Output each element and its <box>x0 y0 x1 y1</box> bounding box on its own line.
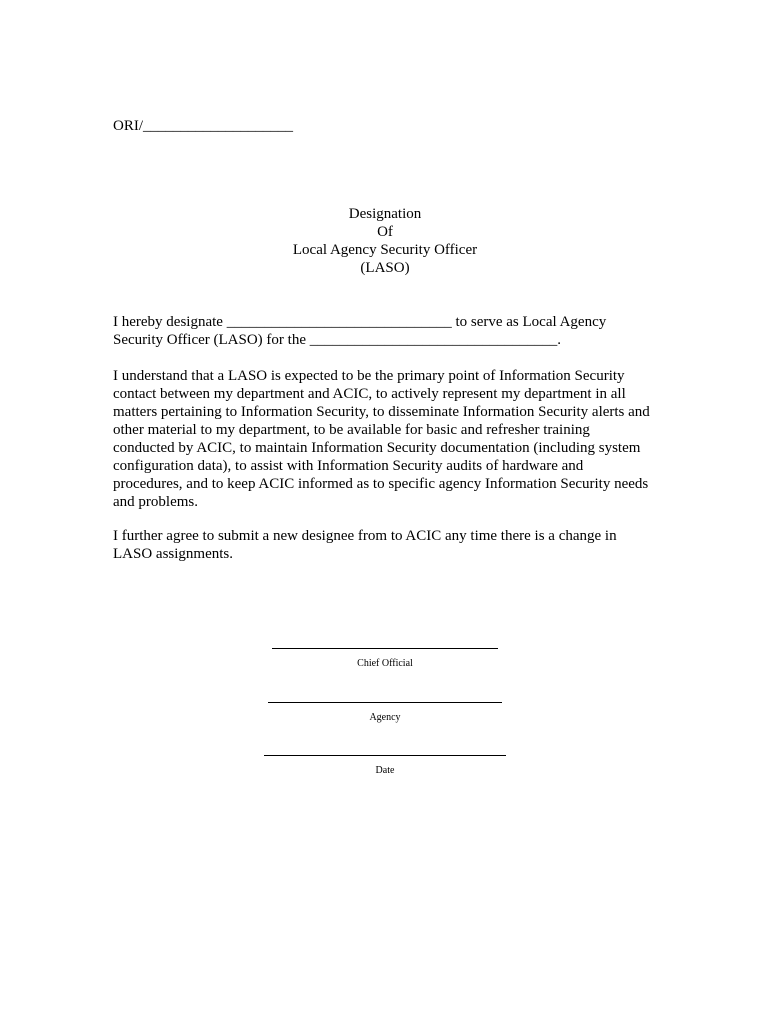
title-line-officer: Local Agency Security Officer <box>292 242 478 258</box>
paragraph-line: other material to my department, to be available for basic and refresher training <box>113 422 590 438</box>
title-line-designation: Designation <box>348 206 422 222</box>
signature-line <box>264 755 506 756</box>
paragraph-line: I hereby designate ______________________________ to serve as Local Agency <box>113 314 607 330</box>
agreement-paragraph <box>113 527 658 563</box>
designation-paragraph <box>113 313 658 349</box>
paragraph-line: LASO assignments. <box>113 546 233 562</box>
paragraph-line: contact between my department and ACIC, to actively represent my department in all <box>113 386 626 402</box>
paragraph-line: conducted by ACIC, to maintain Information Security documentation (including system <box>113 440 641 456</box>
signature-line <box>272 648 498 649</box>
responsibilities-paragraph <box>113 367 658 511</box>
title-line-of: Of <box>377 224 393 240</box>
paragraph-line: and problems. <box>113 494 198 510</box>
paragraph-line: matters pertaining to Information Security, to disseminate Information Security alerts and <box>113 404 650 420</box>
agency-label: Agency <box>369 712 401 723</box>
paragraph-line: Security Officer (LASO) for the _________________________________. <box>113 332 561 348</box>
agency-signature <box>0 702 770 724</box>
date-signature <box>0 755 770 777</box>
signature-line <box>268 702 502 703</box>
paragraph-line: I further agree to submit a new designee from to ACIC any time there is a change in <box>113 528 617 544</box>
date-label: Date <box>375 765 395 776</box>
paragraph-line: I understand that a LASO is expected to be the primary point of Information Security <box>113 368 625 384</box>
chief-official-label: Chief Official <box>357 658 413 669</box>
document-title <box>0 205 770 277</box>
ori-field: ORI/____________________ <box>113 118 293 134</box>
paragraph-line: configuration data), to assist with Information Security audits of hardware and <box>113 458 584 474</box>
title-line-acronym: (LASO) <box>360 260 410 276</box>
paragraph-line: procedures, and to keep ACIC informed as to specific agency Information Security needs <box>113 476 649 492</box>
chief-official-signature <box>0 648 770 670</box>
